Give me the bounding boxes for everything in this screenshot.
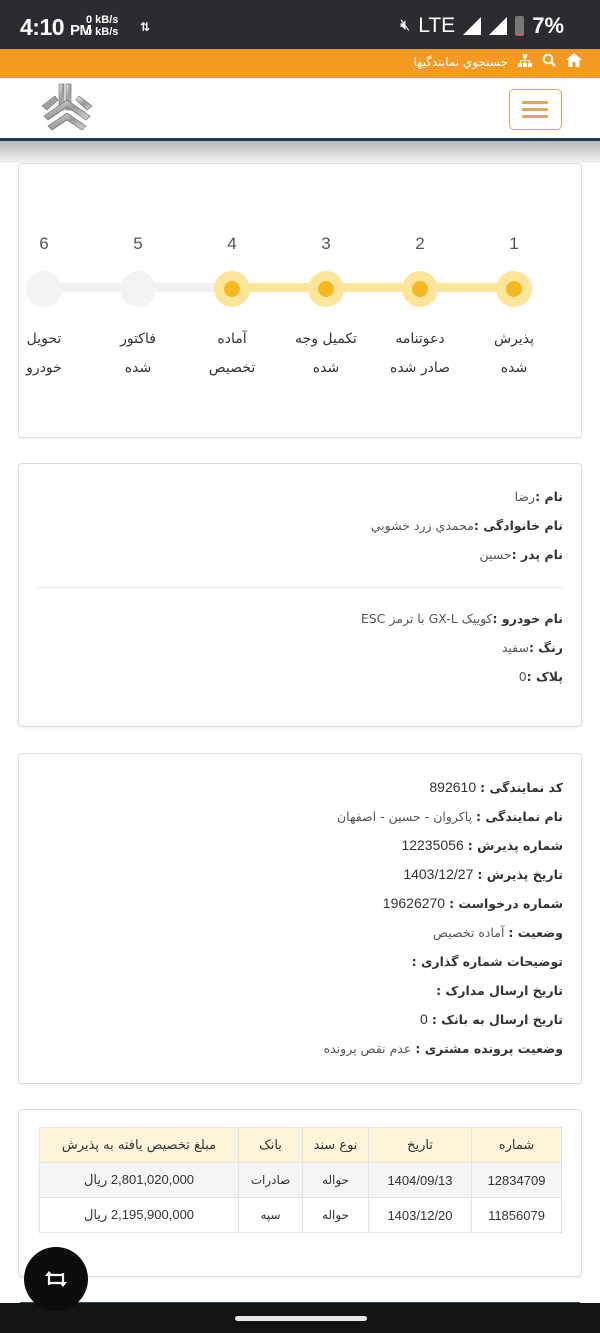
step-dot-pending xyxy=(26,271,62,307)
table-row xyxy=(40,1198,562,1233)
customer-card xyxy=(18,463,582,727)
cell-date: 1404/09/13 xyxy=(369,1163,472,1198)
net-up: 0 kB/s xyxy=(86,14,119,26)
search-icon[interactable] xyxy=(542,53,556,71)
step-3 xyxy=(279,234,373,383)
row-label: تاریخ پذیرش : xyxy=(477,867,563,882)
divider xyxy=(37,587,563,588)
dealer-name-row xyxy=(37,802,563,831)
request-number-row xyxy=(37,889,563,918)
status-bar xyxy=(0,0,600,49)
last-name-row xyxy=(37,511,563,540)
plate-label: پلاک : xyxy=(526,669,563,684)
step-label: فاكتور شده xyxy=(120,331,156,376)
battery-percent: 7% xyxy=(532,13,564,38)
first-name-value: رضا xyxy=(514,489,536,504)
step-1 xyxy=(467,234,561,383)
father-name-label: نام پدر : xyxy=(511,547,563,562)
clock xyxy=(20,14,91,41)
step-dot-done xyxy=(402,271,438,307)
step-number: 6 xyxy=(39,234,49,253)
signal-icon xyxy=(463,17,481,35)
row-value: 0 xyxy=(420,1011,428,1027)
home-gesture-handle[interactable] xyxy=(235,1316,367,1321)
dealer-card xyxy=(18,753,582,1084)
status-row xyxy=(37,918,563,947)
col-doc-type: نوع سند xyxy=(303,1128,369,1163)
first-name-row xyxy=(37,482,563,511)
refresh-fab-button[interactable] xyxy=(24,1247,88,1311)
progress-card xyxy=(18,163,582,438)
cell-doc-type: حواله xyxy=(303,1163,369,1198)
color-label: رنگ : xyxy=(528,640,563,655)
clock-time: 4:10 xyxy=(20,14,65,40)
row-label: وضعیت پرونده مشتری : xyxy=(415,1041,563,1056)
bank-sent-date-row xyxy=(37,1005,563,1034)
plate-value: 0 xyxy=(518,669,527,684)
step-dot-done xyxy=(214,271,250,307)
step-number: 3 xyxy=(321,234,331,253)
row-label: نام نمایندگی : xyxy=(476,809,563,824)
col-number: شماره xyxy=(472,1128,562,1163)
table-row xyxy=(40,1163,562,1198)
father-name-row xyxy=(37,540,563,569)
row-value: عدم نقص پرونده xyxy=(323,1041,412,1056)
step-2 xyxy=(373,234,467,383)
step-dot-done xyxy=(496,271,532,307)
row-label: شماره پذیرش : xyxy=(467,838,563,853)
color-value: سفيد xyxy=(501,640,529,655)
numbering-notes-row xyxy=(37,947,563,976)
row-label: تاریخ ارسال به بانک : xyxy=(431,1012,563,1027)
step-5 xyxy=(91,234,185,383)
step-label: تكميل وجه شده xyxy=(295,331,357,376)
col-date: تاریخ xyxy=(369,1128,472,1163)
home-icon[interactable] xyxy=(566,53,582,71)
row-value: آماده تخصیص xyxy=(432,925,505,940)
last-name-value: محمدي زرد خشوبي xyxy=(370,518,474,533)
plate-row xyxy=(37,662,563,691)
step-number: 4 xyxy=(227,234,237,253)
row-value: پاکروان - حسین - اصفهان xyxy=(336,809,473,824)
clock-ampm: PM xyxy=(69,22,92,39)
cell-bank: صادرات xyxy=(239,1163,303,1198)
cell-amount: 2,801,020,000 ریال xyxy=(40,1163,239,1198)
hamburger-menu-button[interactable] xyxy=(509,89,562,130)
row-label: وضعیت : xyxy=(508,925,563,940)
allocation-card xyxy=(18,1109,582,1277)
saipa-logo[interactable] xyxy=(38,82,96,134)
car-name-label: نام خودرو : xyxy=(492,611,563,626)
father-name-value: حسين xyxy=(479,547,512,562)
site-header xyxy=(0,78,600,141)
docs-sent-date-row xyxy=(37,976,563,1005)
row-label: توضیحات شماره گذاری : xyxy=(411,954,563,969)
color-row xyxy=(37,633,563,662)
header-shadow xyxy=(0,141,600,163)
data-transfer-icon: ⇅ xyxy=(140,20,151,34)
step-dot-pending xyxy=(120,271,156,307)
signal-icon-2 xyxy=(489,17,507,35)
sitemap-icon[interactable] xyxy=(518,54,532,71)
step-number: 5 xyxy=(133,234,143,253)
menu-bar-icon xyxy=(522,108,548,111)
step-6 xyxy=(0,234,91,383)
mute-icon: 🔇︎ xyxy=(400,17,411,34)
step-label: تحويل خودرو xyxy=(26,331,62,376)
top-bar xyxy=(0,49,600,78)
cell-number: 11856079 xyxy=(472,1198,562,1233)
net-down: 0 kB/s xyxy=(86,26,119,38)
step-4 xyxy=(185,234,279,383)
first-name-label: نام : xyxy=(535,489,563,504)
menu-bar-icon xyxy=(522,115,548,118)
cell-date: 1403/12/20 xyxy=(369,1198,472,1233)
reception-date-row xyxy=(37,860,563,889)
menu-bar-icon xyxy=(522,101,548,104)
cell-bank: سپه xyxy=(239,1198,303,1233)
step-label: پذيرش شده xyxy=(494,331,534,376)
row-value: 1403/12/27 xyxy=(403,866,474,882)
reception-number-row xyxy=(37,831,563,860)
table-header-row xyxy=(40,1128,562,1163)
row-label: شماره درخواست : xyxy=(449,896,563,911)
cell-doc-type: حواله xyxy=(303,1198,369,1233)
battery-icon xyxy=(515,16,524,36)
car-name-value: كوييک GX-L با ترمز ESC xyxy=(360,611,493,626)
col-bank: بانک xyxy=(239,1128,303,1163)
step-number: 1 xyxy=(509,234,519,253)
row-label: تاریخ ارسال مدارک : xyxy=(436,983,563,998)
step-dot-done xyxy=(308,271,344,307)
step-number: 2 xyxy=(415,234,425,253)
allocation-table xyxy=(39,1127,562,1233)
refresh-icon xyxy=(45,1271,67,1287)
network-speed xyxy=(86,14,118,38)
step-label: دعوتنامه صادر شده xyxy=(389,331,450,376)
row-value: 12235056 xyxy=(401,837,464,853)
dealer-search-link[interactable]: جستجوي نمايندگيها xyxy=(413,55,508,69)
network-type: LTE xyxy=(418,14,456,37)
cell-number: 12834709 xyxy=(472,1163,562,1198)
progress-stepper xyxy=(26,234,561,384)
col-allocated-amount: مبلغ تخصیص یافته به پذیرش xyxy=(40,1128,239,1163)
cell-amount: 2,195,900,000 ریال xyxy=(40,1198,239,1233)
file-status-row xyxy=(37,1034,563,1063)
last-name-label: نام خانوادگی : xyxy=(473,518,563,533)
car-name-row xyxy=(37,604,563,633)
dealer-code-row xyxy=(37,773,563,802)
step-label: آماده تخصيص xyxy=(208,331,256,376)
row-label: کد نمایندگی : xyxy=(480,780,563,795)
row-value: 892610 xyxy=(429,779,477,795)
progress-line-done xyxy=(232,283,514,292)
row-value: 19626270 xyxy=(382,895,446,911)
